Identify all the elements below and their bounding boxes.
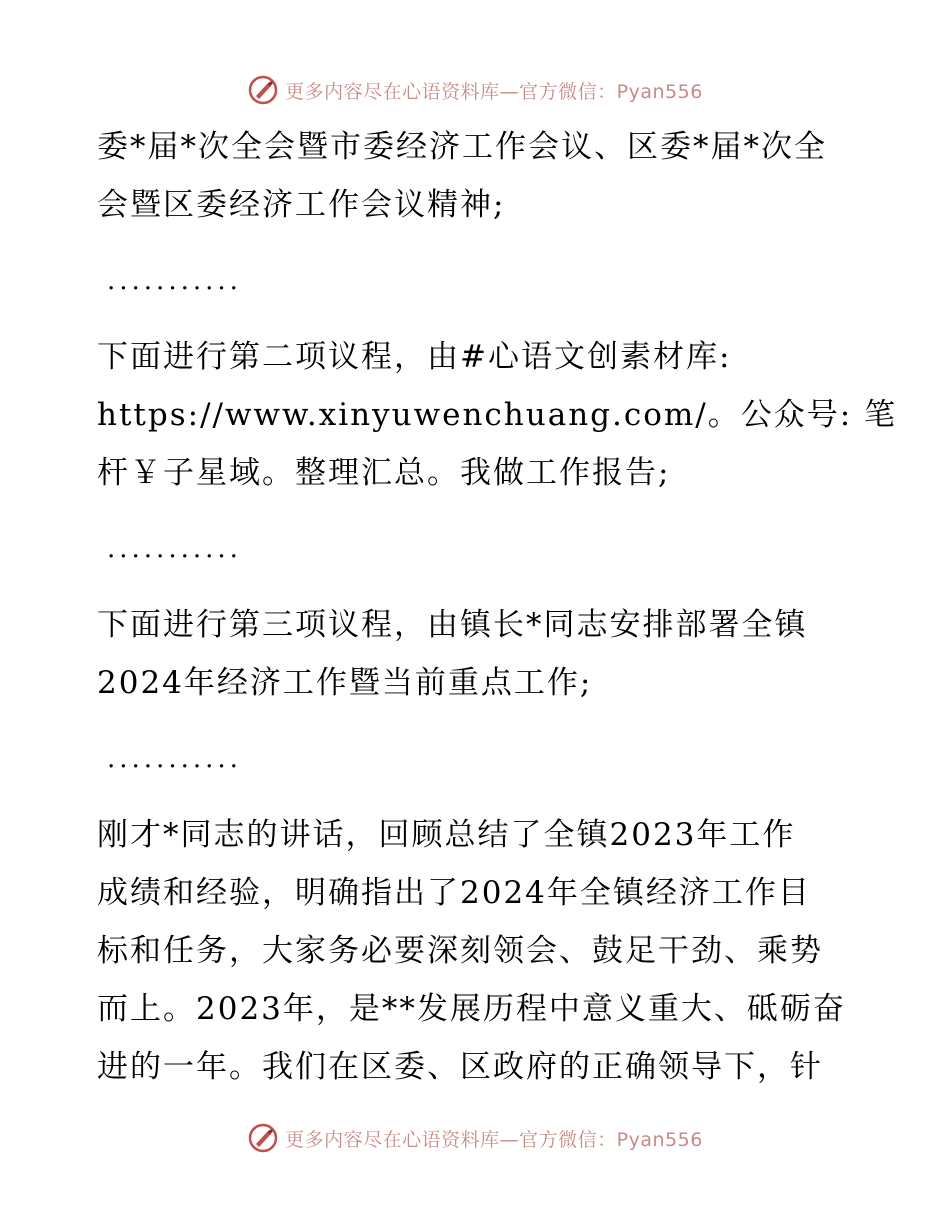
- text-line: 成绩和经验，明确指出了2024年全镇经济工作目: [97, 875, 811, 911]
- text-line: 标和任务，大家务必要深刻领会、鼓足干劲、乘势: [97, 933, 823, 969]
- header-watermark: [0, 70, 950, 110]
- ellipsis-separator: ...........: [107, 744, 242, 774]
- watermark-text: 更多内容尽在心语资料库—官方微信：Pyan556: [285, 1128, 703, 1151]
- text-line: https://www.xinyuwenchuang.com/。公众号: 笔: [97, 397, 898, 433]
- watermark-text: 更多内容尽在心语资料库—官方微信：Pyan556: [285, 80, 703, 103]
- text-line: 而上。2023年，是**发展历程中意义重大、砥砺奋: [97, 991, 846, 1027]
- paragraph: [97, 118, 857, 234]
- pen-nib-logo-icon: [247, 74, 279, 106]
- text-line: 会暨区委经济工作会议精神;: [97, 187, 506, 223]
- pen-nib-logo-icon: [247, 1122, 279, 1154]
- text-line: 2024年经济工作暨当前重点工作;: [97, 665, 593, 701]
- text-line: 杆￥子星域。整理汇总。我做工作报告;: [97, 455, 671, 491]
- footer-watermark: [0, 1118, 950, 1158]
- paragraph: [97, 596, 857, 712]
- document-body: [97, 118, 898, 1096]
- text-line: 委*届*次全会暨市委经济工作会议、区委*届*次全: [97, 129, 827, 165]
- text-line: 下面进行第三项议程，由镇长*同志安排部署全镇: [97, 607, 808, 643]
- ellipsis-separator: ...........: [107, 534, 242, 564]
- text-line: 下面进行第二项议程，由#心语文创素材库:: [97, 339, 732, 375]
- text-line: 进的一年。我们在区委、区政府的正确领导下，针: [97, 1049, 823, 1085]
- paragraph: [97, 328, 898, 502]
- text-line: 刚才*同志的讲话，回顾总结了全镇2023年工作: [97, 817, 796, 853]
- ellipsis-separator: ...........: [107, 266, 242, 296]
- paragraph: [97, 806, 857, 1096]
